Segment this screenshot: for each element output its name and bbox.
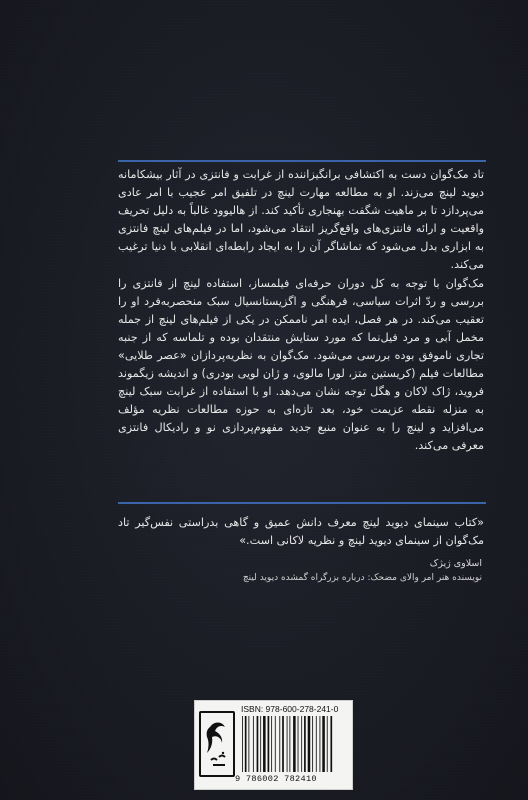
barcode-bar <box>289 716 290 772</box>
barcode-bar <box>260 716 261 772</box>
isbn-label: ISBN: 978-600-278-241-0 <box>241 704 339 714</box>
barcode-bar <box>293 716 296 772</box>
barcode-bar <box>263 716 266 772</box>
barcode-bar <box>308 716 311 772</box>
barcode-bar <box>327 716 328 772</box>
barcode-bar <box>275 716 276 772</box>
endorsement-quote <box>118 514 484 550</box>
barcode-bars <box>241 716 349 772</box>
barcode-bar <box>330 716 332 772</box>
book-description <box>118 166 484 456</box>
barcode-bar <box>271 716 272 772</box>
publisher-logo-icon <box>199 711 235 777</box>
barcode-bar <box>312 716 313 772</box>
barcode-digits: 9 786002 782410 <box>235 774 317 784</box>
barcode-bar <box>301 716 302 772</box>
barcode-bar <box>257 716 259 772</box>
isbn-barcode-panel <box>194 700 353 790</box>
barcode-bar <box>279 716 280 772</box>
barcode-bar <box>316 716 317 772</box>
top-blue-rule <box>118 160 486 162</box>
description-paragraph-1: تاد مک‌گوان دست به اکتشافی برانگیزاننده از غرابت و فانتزی در آثار بیشکامانه دیوید لینچ می‌زند. او به مطالعه مهارت لینچ در تلفیق امر عجیب با امر عادی می‌پردازد تا بر ماهیت شگفت بهنجاری تأکید کند. از هالیوود غالباً به دلیل تحریف واقعیت و ارائه فانتزی‌های واقع‌گریز انتقاد می‌شود، اما در فیلم‌های لینچ فانتزی به ابزاری بدل می‌شود که تماشاگر آن را به ایجاد رابطه‌ای انقلابی با دنیا ترغیب می‌کند. <box>118 168 484 272</box>
barcode-bar <box>245 716 247 772</box>
barcode-bar <box>322 716 325 772</box>
middle-blue-rule <box>118 502 486 504</box>
barcode-bar <box>287 716 288 772</box>
barcode-bar <box>248 716 249 772</box>
quote-author: اسلاوی ژیژک <box>429 558 482 569</box>
barcode-bar <box>320 716 321 772</box>
quote-text: «کتاب سینمای دیوید لینچ معرف دانش عمیق و گاهی بدراستی نفس‌گیر تاد مک‌گوان از سینمای دیوید لینچ و نظریه لاکانی است.» <box>118 516 484 547</box>
barcode-bar <box>253 716 254 772</box>
barcode-bar <box>282 716 284 772</box>
barcode-bar <box>304 716 306 772</box>
barcode-bar <box>242 716 243 772</box>
barcode-bar <box>268 716 270 772</box>
barcode-bar <box>298 716 299 772</box>
quote-author-book: نویسنده هنر امر والای مضحک: درباره بزرگراه گمشده دیوید لینچ <box>242 573 482 583</box>
description-paragraph-2: مک‌گوان با توجه به کل دوران حرفه‌ای فیلمساز، استفاده لینچ از فانتزی را بررسی و ردّ اثرات سیاسی، فرهنگی و اگزیستانسیال سبک منحصربه‌فرد او را تعقیب می‌کند. در هر فصل، ایده امر ناممکن در یکی از فیلم‌های لینچ از جمله مخمل آبی و مرد فیل‌نما که مورد ستایش منتقدان بوده و تلماسه که از جنبه تجاری ناموفق بوده بررسی می‌شود. مک‌گوان به نظریه‌پردازان «عصر طلایی» مطالعات فیلم (کریستین متز، لورا مالوی، و ژان لویی بودری) و اندیشه زیگموند فروید، ژاک لاکان و هگل توجه نشان می‌دهد. او با استفاده از غرابت سبک لینچ به منزله نقطه عزیمت خود، بعد تازه‌ای به حوزه مطالعات نظریه مؤلف می‌افزاید و لینچ را به عنوان منبع جدید مفهوم‌پردازی نو و رادیکال فانتزی معرفی می‌کند. <box>118 276 484 453</box>
